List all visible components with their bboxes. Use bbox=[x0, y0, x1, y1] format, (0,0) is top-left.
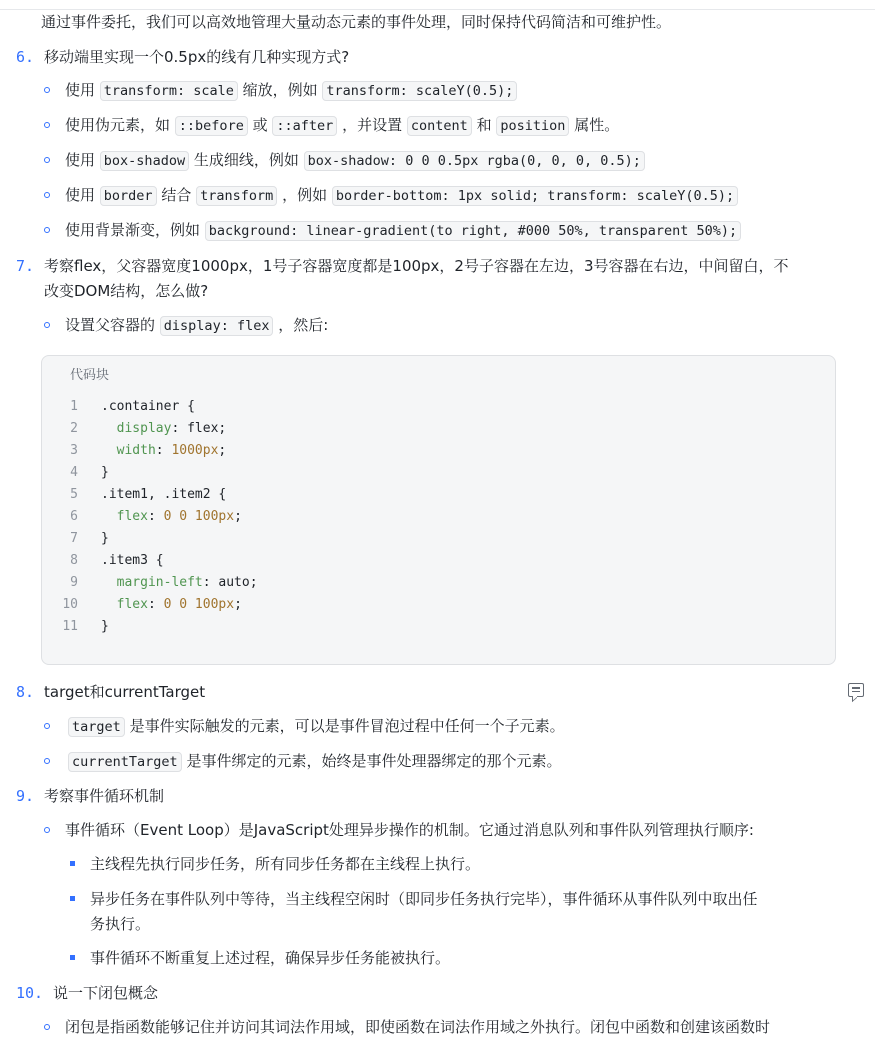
code-text: margin-left: auto; bbox=[116, 575, 258, 590]
q9-sub-3: 事件循环不断重复上述过程，确保异步任务能被执行。 bbox=[90, 949, 451, 967]
code-text: .item3 { bbox=[101, 553, 164, 568]
q8-item-1: target 是事件实际触发的元素，可以是事件冒泡过程中任何一个子元素。 bbox=[68, 715, 565, 738]
inline-code: border-bottom: 1px solid; transform: scaleY(0.5); bbox=[332, 186, 738, 206]
question-8-title: target和currentTarget bbox=[44, 683, 206, 701]
q6-item-4: 使用 border 结合 transform ，例如 border-bottom: 1px solid; transform: scaleY(0.5); bbox=[65, 184, 738, 207]
q9-sub-1: 主线程先执行同步任务，所有同步任务都在主线程上执行。 bbox=[90, 855, 481, 873]
q9-sub-2-line1: 异步任务在事件队列中等待，当主线程空闲时（即同步任务执行完毕），事件循环从事件队列中取出任 bbox=[90, 890, 758, 908]
inline-code: ::before bbox=[175, 116, 248, 136]
q9-item: 事件循环（Event Loop）是JavaScript处理异步操作的机制。它通过消息队列和事件队列管理执行顺序: bbox=[65, 821, 754, 839]
q6-item-1: 使用 transform: scale 缩放，例如 transform: scaleY(0.5); bbox=[65, 79, 517, 102]
inline-code: currentTarget bbox=[68, 752, 182, 772]
line-number: 11 bbox=[62, 619, 78, 634]
square-bullet-icon bbox=[70, 955, 75, 960]
line-number: 8 bbox=[70, 553, 78, 568]
code-text: } bbox=[101, 465, 109, 480]
question-7-title-line1: 考察flex，父容器宽度1000px，1号子容器宽度都是100px，2号子容器在左边，3号容器在右边，中间留白，不 bbox=[44, 257, 789, 275]
bullet-icon bbox=[44, 827, 50, 833]
code-block-title: 代码块 bbox=[70, 368, 110, 383]
q6-item-2: 使用伪元素，如 ::before 或 ::after ，并设置 content 和 position 属性。 bbox=[65, 116, 620, 134]
square-bullet-icon bbox=[70, 896, 75, 901]
inline-code: ::after bbox=[272, 116, 337, 136]
question-10-title: 说一下闭包概念 bbox=[53, 984, 159, 1002]
line-number: 3 bbox=[70, 443, 78, 458]
code-text: } bbox=[101, 619, 109, 634]
list-number-9: 9. bbox=[16, 787, 35, 805]
inline-code: transform: scale bbox=[100, 81, 238, 101]
bullet-icon bbox=[44, 87, 50, 93]
bullet-icon bbox=[44, 1024, 50, 1030]
line-number: 1 bbox=[70, 399, 78, 414]
q9-sub-2-line2: 务执行。 bbox=[90, 915, 151, 933]
line-number: 4 bbox=[70, 465, 78, 480]
intro-text: 通过事件委托，我们可以高效地管理大量动态元素的事件处理，同时保持代码简洁和可维护性。 bbox=[41, 13, 672, 31]
q6-item-3: 使用 box-shadow 生成细线，例如 box-shadow: 0 0 0.5px rgba(0, 0, 0, 0.5); bbox=[65, 149, 645, 172]
list-number-8: 8. bbox=[16, 683, 35, 701]
q10-item: 闭包是指函数能够记住并访问其词法作用域，即使函数在词法作用域之外执行。闭包中函数和创建该函数时 bbox=[65, 1018, 771, 1036]
question-9-title: 考察事件循环机制 bbox=[44, 787, 165, 805]
bullet-icon bbox=[44, 322, 50, 328]
q6-item-5: 使用背景渐变，例如 background: linear-gradient(to right, #000 50%, transparent 50%); bbox=[65, 219, 741, 242]
comment-icon[interactable] bbox=[848, 683, 864, 697]
question-7-title-line2: 改变DOM结构，怎么做? bbox=[44, 282, 209, 300]
code-text: flex: 0 0 100px; bbox=[116, 597, 242, 612]
inline-code: display: flex bbox=[160, 316, 274, 336]
inline-code: box-shadow bbox=[100, 151, 189, 171]
inline-code: position bbox=[496, 116, 569, 136]
line-number: 6 bbox=[70, 509, 78, 524]
list-number-6: 6. bbox=[16, 48, 35, 66]
square-bullet-icon bbox=[70, 861, 75, 866]
q8-item-2: currentTarget 是事件绑定的元素，始终是事件处理器绑定的那个元素。 bbox=[68, 750, 561, 773]
top-divider bbox=[0, 9, 875, 10]
bullet-icon bbox=[44, 723, 50, 729]
line-number: 10 bbox=[62, 597, 78, 612]
inline-code: content bbox=[407, 116, 472, 136]
code-text: display: flex; bbox=[116, 421, 227, 436]
inline-code: box-shadow: 0 0 0.5px rgba(0, 0, 0, 0.5); bbox=[304, 151, 645, 171]
line-number: 5 bbox=[70, 487, 78, 502]
inline-code: target bbox=[68, 717, 125, 737]
line-number: 2 bbox=[70, 421, 78, 436]
code-text: width: 1000px; bbox=[116, 443, 227, 458]
bullet-icon bbox=[44, 758, 50, 764]
bullet-icon bbox=[44, 157, 50, 163]
line-number: 7 bbox=[70, 531, 78, 546]
bullet-icon bbox=[44, 192, 50, 198]
line-number: 9 bbox=[70, 575, 78, 590]
inline-code: transform bbox=[196, 186, 277, 206]
inline-code: transform: scaleY(0.5); bbox=[322, 81, 517, 101]
list-number-10: 10. bbox=[16, 984, 44, 1002]
inline-code: background: linear-gradient(to right, #000 50%, transparent 50%); bbox=[205, 221, 741, 241]
list-number-7: 7. bbox=[16, 257, 35, 275]
code-text: .item1, .item2 { bbox=[101, 487, 227, 502]
q7-item: 设置父容器的 display: flex ，然后: bbox=[65, 316, 329, 334]
code-text: .container { bbox=[101, 399, 195, 414]
inline-code: border bbox=[100, 186, 157, 206]
bullet-icon bbox=[44, 227, 50, 233]
question-6-title: 移动端里实现一个0.5px的线有几种实现方式? bbox=[44, 48, 350, 66]
code-text: flex: 0 0 100px; bbox=[116, 509, 242, 524]
code-text: } bbox=[101, 531, 109, 546]
bullet-icon bbox=[44, 122, 50, 128]
code-block[interactable] bbox=[41, 355, 836, 665]
